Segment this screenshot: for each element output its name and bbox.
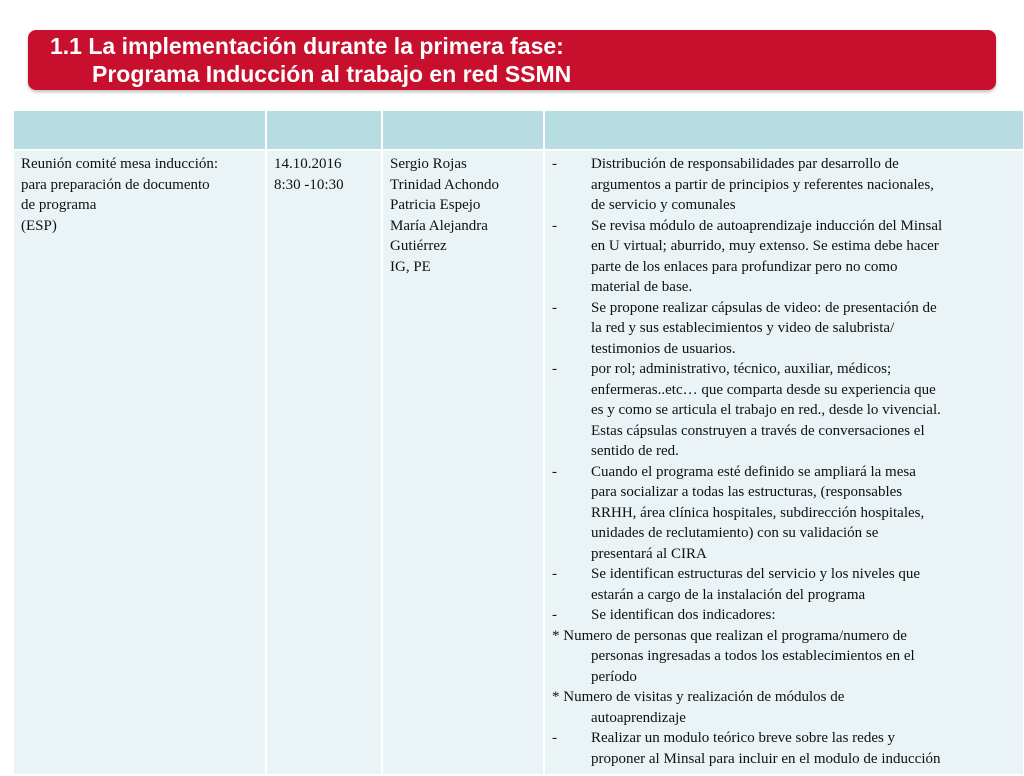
note-line: Se propone realizar cápsulas de video: de presentación de — [591, 299, 937, 316]
note-line: de servicio y comunales — [591, 197, 736, 213]
note-line: argumentos a partir de principios y referentes nacionales, — [591, 176, 934, 193]
note-line: período — [591, 668, 637, 685]
note-item — [552, 564, 1017, 605]
participant-line: Trinidad Achondo — [390, 176, 500, 193]
note-line: testimonios de usuarios. — [591, 340, 736, 357]
note-indicator-item — [552, 687, 1017, 728]
note-line: personas ingresadas a todos los establecimientos en el — [591, 648, 915, 664]
participant-line: IG, PE — [390, 258, 431, 275]
note-line: estarán a cargo de la instalación del programa — [591, 586, 866, 603]
note-marker: - — [552, 566, 557, 582]
participant-line: Gutiérrez — [390, 238, 447, 254]
table-header-row — [13, 110, 1024, 150]
notes-cell — [544, 150, 1024, 775]
header-cell-participants — [382, 110, 544, 150]
participant-line: María Alejandra — [390, 217, 488, 234]
note-marker: - — [552, 730, 557, 746]
note-marker: - — [552, 156, 557, 172]
note-line: para socializar a todas las estructuras, (responsables — [591, 484, 903, 500]
note-line: RRHH, área clínica hospitales, subdirección hospitales, — [591, 504, 925, 521]
note-item — [552, 462, 1017, 565]
activity-line: de programa — [21, 197, 97, 213]
note-marker: - — [552, 361, 557, 377]
note-item — [552, 728, 1017, 769]
note-marker: - — [552, 607, 557, 623]
activity-line: Reunión comité mesa inducción: — [21, 156, 219, 172]
note-line: enfermeras..etc… que comparta desde su experiencia que — [591, 381, 936, 398]
meeting-time: 8:30 -10:30 — [274, 176, 344, 193]
header-cell-activity — [13, 110, 266, 150]
note-line: Se identifican estructuras del servicio y los niveles que — [591, 566, 921, 582]
note-line: es y como se articula el trabajo en red., desde lo vivencial. — [591, 402, 941, 418]
note-marker: - — [552, 299, 557, 316]
note-marker: - — [552, 217, 557, 234]
note-line: parte de los enlaces para profundizar pero no como — [591, 258, 898, 275]
note-line: autoaprendizaje — [591, 709, 686, 726]
note-line: Cuando el programa esté definido se ampliará la mesa — [591, 463, 916, 480]
meeting-minutes-table — [12, 109, 1024, 776]
note-line: unidades de reclutamiento) con su validación se — [591, 525, 879, 541]
note-item — [552, 298, 1017, 360]
note-line: Estas cápsulas construyen a través de conversaciones el — [591, 422, 925, 439]
note-line: presentará al CIRA — [591, 545, 707, 562]
table-row — [13, 150, 1024, 775]
note-line: Se revisa módulo de autoaprendizaje inducción del Minsal — [591, 217, 943, 234]
note-line: sentido de red. — [591, 443, 679, 459]
note-marker: - — [552, 463, 557, 480]
note-line: proponer al Minsal para incluir en el modulo de inducción — [591, 750, 941, 767]
participant-line: Patricia Espejo — [390, 197, 481, 213]
note-item — [552, 605, 1017, 626]
note-line: Se identifican dos indicadores: — [591, 607, 776, 623]
activity-line: (ESP) — [21, 217, 57, 234]
note-line: la red y sus establecimientos y video de salubrista/ — [591, 320, 895, 336]
slide-title-line-2: Programa Inducción al trabajo en red SSMN — [92, 61, 572, 87]
note-item — [552, 216, 1017, 298]
note-indicator-item — [552, 626, 1017, 688]
note-item — [552, 359, 1017, 462]
participant-line: Sergio Rojas — [390, 156, 467, 172]
note-line: Realizar un modulo teórico breve sobre las redes y — [591, 730, 896, 746]
activity-cell — [13, 150, 266, 775]
note-line: en U virtual; aburrido, muy extenso. Se estima debe hacer — [591, 238, 939, 254]
note-line: por rol; administrativo, técnico, auxiliar, médicos; — [591, 361, 892, 377]
note-line: * Numero de personas que realizan el programa/numero de — [552, 627, 907, 644]
slide-title-line-1: 1.1 La implementación durante la primera fase: — [50, 33, 564, 59]
note-line: Distribución de responsabilidades par desarrollo de — [591, 156, 899, 172]
note-item — [552, 154, 1017, 216]
participants-cell — [382, 150, 544, 775]
date-cell — [266, 150, 382, 775]
note-line: material de base. — [591, 279, 693, 295]
meeting-date: 14.10.2016 — [274, 156, 342, 172]
activity-line: para preparación de documento — [21, 176, 210, 193]
slide-title-banner — [28, 30, 996, 90]
header-cell-notes — [544, 110, 1024, 150]
note-line: * Numero de visitas y realización de módulos de — [552, 689, 845, 705]
header-cell-date — [266, 110, 382, 150]
